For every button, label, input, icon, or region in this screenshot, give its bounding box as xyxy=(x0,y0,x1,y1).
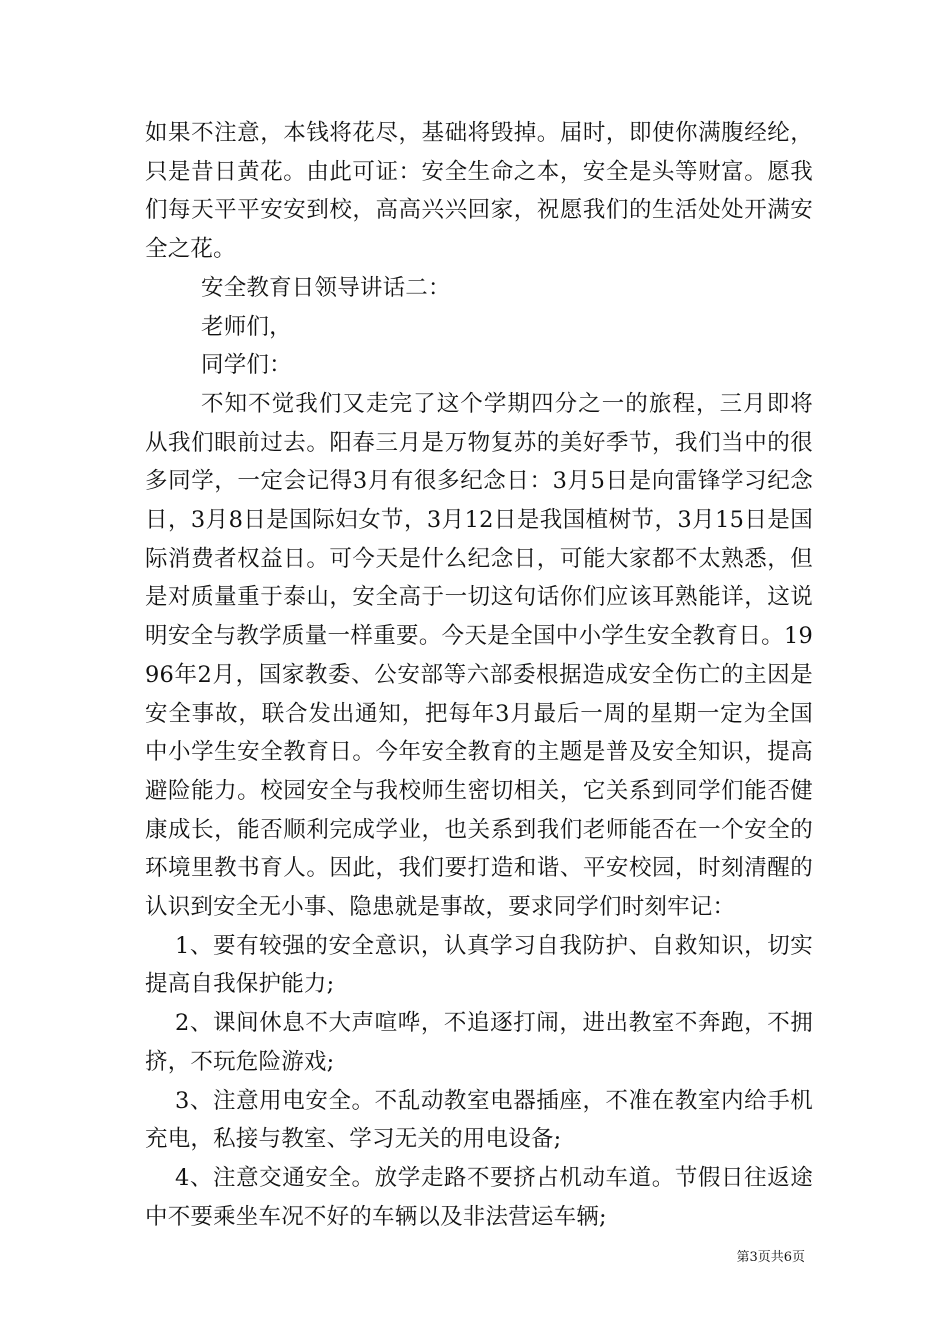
page-number-footer: 第3页共6页 xyxy=(736,1250,805,1265)
paragraph-main: 不知不觉我们又走完了这个学期四分之一的旅程，三月即将从我们眼前过去。阳春三月是万物复苏的美好季节，我们当中的很多同学，一定会记得3月有很多纪念日：3月5日是向雷锋学习纪念日，3月8日是国际妇女节，3月12日是我国植树节，3月15日是国际消费者权益日。可今天是什么纪念日，可能大家都不太熟悉，但是对质量重于泰山，安全高于一切这句话你们应该耳熟能详，这说明安全与教学质量一样重要。今天是全国中小学生安全教育日。1996年2月，国家教委、公安部等六部委根据造成安全伤亡的主因是安全事故，联合发出通知，把每年3月最后一周的星期一定为全国中小学生安全教育日。今年安全教育的主题是普及安全知识，提高避险能力。校园安全与我校师生密切相关，它关系到同学们能否健康成长，能否顺利完成学业，也关系到我们老师能否在一个安全的环境里教书育人。因此，我们要打造和谐、平安校园，时刻清醒的认识到安全无小事、隐患就是事故，要求同学们时刻牢记： xyxy=(145,390,813,921)
list-item-3: 3、注意用电安全。不乱动教室电器插座，不准在教室内给手机充电，私接与教室、学习无关的用电设备; xyxy=(145,1087,813,1153)
list-item-2: 2、课间休息不大声喧哗，不追逐打闹，进出教室不奔跑，不拥挤，不玩危险游戏; xyxy=(145,1010,813,1075)
list-item-1: 1、要有较强的安全意识，认真学习自我防护、自救知识，切实提高自我保护能力; xyxy=(145,932,813,998)
salutation-students: 同学们： xyxy=(201,352,292,379)
document-body xyxy=(145,114,813,1236)
list-item-4: 4、注意交通安全。放学走路不要挤占机动车道。节假日往返途中不要乘坐车况不好的车辆以及非法营运车辆; xyxy=(145,1164,813,1230)
paragraph-continuation: 如果不注意，本钱将花尽，基础将毁掉。届时，即使你满腹经纶，只是昔日黄花。由此可证：安全生命之本，安全是头等财富。愿我们每天平平安安到校，高高兴兴回家，祝愿我们的生活处处开满安全之花。 xyxy=(145,120,813,263)
salutation-teachers: 老师们， xyxy=(201,313,292,340)
section-heading: 安全教育日领导讲话二： xyxy=(201,274,451,301)
